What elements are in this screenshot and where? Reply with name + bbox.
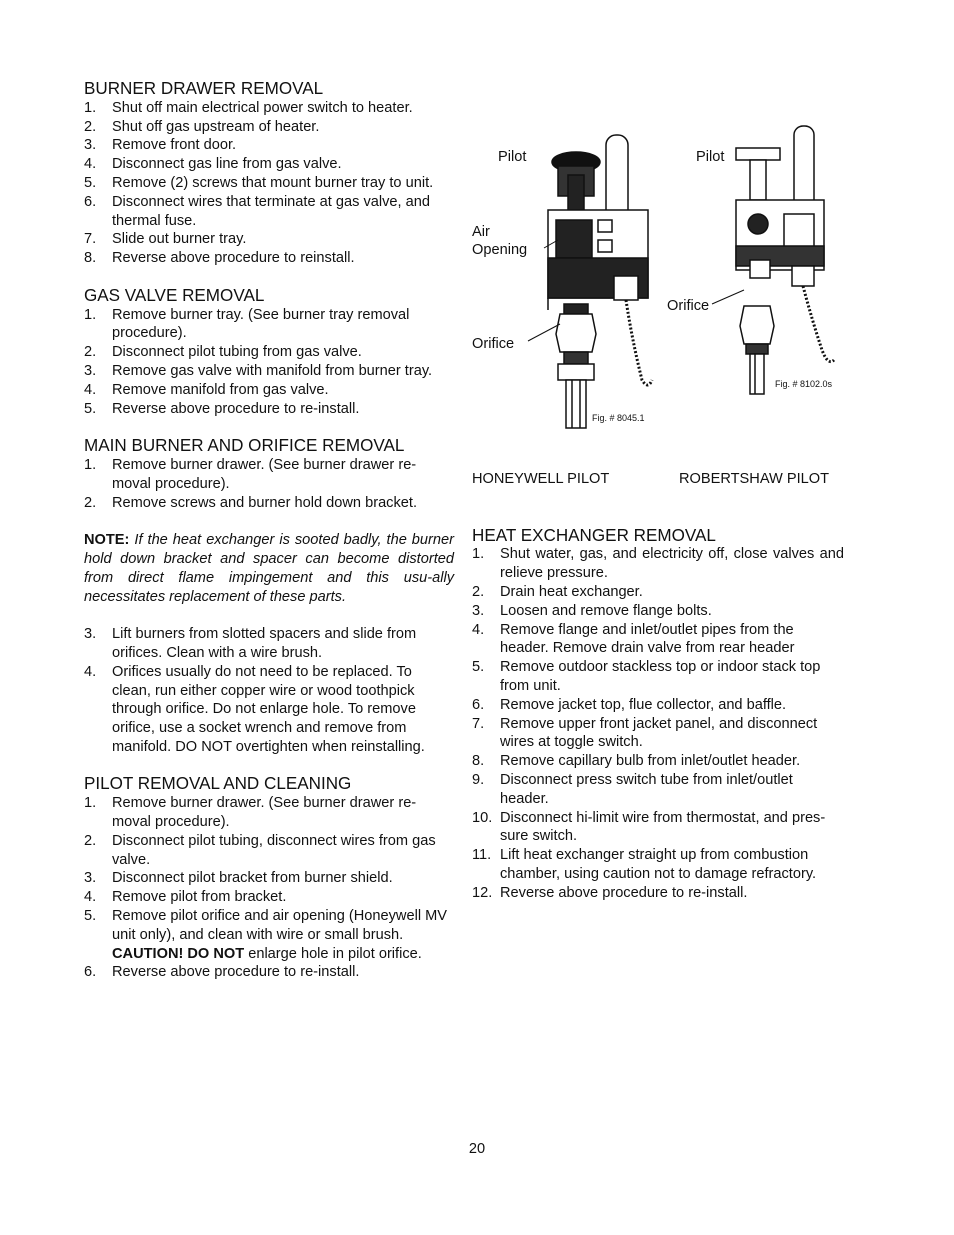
- step-number: 2.: [472, 583, 485, 600]
- step-text: Remove burner drawer. (See burner drawer re-moval procedure).: [112, 795, 417, 831]
- list-item: [84, 193, 454, 231]
- step-text: Disconnect wires that terminate at gas valve, and thermal fuse.: [112, 193, 430, 229]
- page-number: 20: [468, 1141, 486, 1157]
- burner-drawer-steps: [84, 99, 454, 268]
- list-item: [472, 696, 844, 715]
- note-text: If the heat exchanger is sooted badly, the burner hold down bracket and spacer can become distorted from direct flame impingement and this usu-ally necessitates replacement of these parts.: [84, 532, 454, 605]
- step-number: 1.: [84, 306, 97, 323]
- step-number: 4.: [84, 663, 97, 680]
- step-number: 1.: [472, 546, 485, 563]
- left-column: [84, 80, 454, 982]
- list-item: [472, 602, 844, 621]
- step-number: 1.: [84, 795, 97, 812]
- step-text: Remove front door.: [112, 137, 237, 154]
- step-number: 2.: [84, 832, 97, 849]
- burner-drawer-title: BURNER DRAWER REMOVAL: [84, 79, 324, 98]
- step-text-tail: enlarge hole in pilot orifice.: [244, 945, 422, 962]
- step-number: 6.: [84, 964, 97, 981]
- list-item: [84, 362, 454, 381]
- gas-valve-title: GAS VALVE REMOVAL: [84, 285, 265, 305]
- step-text: Disconnect hi-limit wire from thermostat, and pres-sure switch.: [500, 809, 826, 845]
- list-item: [84, 230, 454, 249]
- step-number: 3.: [472, 602, 485, 619]
- list-item: [472, 809, 844, 847]
- step-text: Loosen and remove flange bolts.: [500, 602, 712, 619]
- heat-exchanger-steps: [472, 545, 844, 902]
- air-label: Air: [472, 224, 490, 240]
- step-text: Shut off main electrical power switch to heater.: [112, 99, 413, 116]
- list-item: [84, 907, 454, 963]
- step-text: Remove (2) screws that mount burner tray to unit.: [112, 174, 434, 191]
- step-number: 2.: [84, 344, 97, 361]
- list-item: [472, 846, 844, 884]
- list-item: [84, 136, 454, 155]
- list-item: [84, 118, 454, 137]
- honeywell-caption: HONEYWELL PILOT: [472, 471, 610, 487]
- main-burner-steps: [84, 456, 454, 512]
- main-burner-steps-continued: [84, 625, 454, 757]
- figure-captions: [472, 470, 844, 489]
- note-paragraph: [84, 531, 454, 606]
- list-item: [472, 658, 844, 696]
- list-item: [472, 621, 844, 659]
- step-text: Drain heat exchanger.: [500, 583, 643, 600]
- step-number: 4.: [472, 621, 485, 638]
- right-column: [472, 80, 844, 903]
- step-text: Disconnect gas line from gas valve.: [112, 156, 342, 173]
- step-number: 1.: [84, 99, 97, 116]
- list-item: [84, 963, 454, 982]
- step-text: Disconnect pilot tubing from gas valve.: [112, 344, 362, 361]
- step-number: 2.: [84, 494, 97, 511]
- step-text: Reverse above procedure to re-install.: [112, 964, 360, 981]
- step-number: 3.: [84, 626, 97, 643]
- step-number: 6.: [472, 696, 485, 713]
- list-item: [84, 456, 454, 494]
- orifice-right-leader: [712, 290, 744, 304]
- pilot-removal-title: PILOT REMOVAL AND CLEANING: [84, 774, 352, 794]
- list-item: [472, 752, 844, 771]
- step-text: Lift heat exchanger straight up from combustion chamber, using caution not to damage refractory.: [500, 847, 817, 882]
- list-item: [472, 715, 844, 753]
- list-item: [84, 888, 454, 907]
- step-number: 11.: [472, 847, 492, 864]
- step-text: Reverse above procedure to re-install.: [112, 400, 360, 417]
- list-item: [84, 155, 454, 174]
- step-text: Slide out burner tray.: [112, 231, 247, 248]
- list-item: [84, 494, 454, 513]
- orifice-label-right: Orifice: [667, 298, 710, 314]
- step-text: Remove pilot from bracket.: [112, 889, 287, 906]
- step-number: 4.: [84, 156, 97, 173]
- step-number: 7.: [84, 231, 97, 248]
- step-text: Shut off gas upstream of heater.: [112, 118, 320, 135]
- fig-number-left: Fig. # 8045.1: [592, 413, 645, 423]
- opening-label: Opening: [472, 242, 528, 258]
- list-item: [84, 832, 454, 870]
- pilot-removal-steps: [84, 794, 454, 982]
- step-text: Orifices usually do not need to be replaced. To clean, run either copper wire or wood toothpick through orifice. Do not enlarge hole. To remove orifice, use a socket wrench and remove from manifold. DO NOT overtighten when reinstalling.: [112, 663, 425, 755]
- pilot-label-right: Pilot: [696, 149, 725, 165]
- step-text: Remove jacket top, flue collector, and baffle.: [500, 696, 787, 713]
- step-number: 4.: [84, 381, 97, 398]
- step-number: 3.: [84, 137, 97, 154]
- heat-exchanger-title: HEAT EXCHANGER REMOVAL: [472, 525, 716, 545]
- list-item: [84, 381, 454, 400]
- step-text: Shut water, gas, and electricity off, close valves and relieve pressure.: [500, 546, 844, 582]
- step-number: 12.: [472, 884, 493, 901]
- list-item: [84, 625, 454, 663]
- pilot-figures: [472, 80, 844, 440]
- step-number: 8.: [472, 753, 485, 770]
- robertshaw-pilot-illustration: [736, 126, 834, 394]
- list-item: [472, 771, 844, 809]
- step-text: Remove gas valve with manifold from burner tray.: [112, 362, 433, 379]
- list-item: [84, 869, 454, 888]
- step-number: 1.: [84, 456, 97, 473]
- step-number: 5.: [472, 659, 485, 676]
- step-number: 5.: [84, 400, 97, 417]
- step-text: Disconnect pilot bracket from burner shield.: [112, 870, 393, 887]
- list-item: [84, 400, 454, 419]
- step-number: 3.: [84, 362, 97, 379]
- step-text: Disconnect press switch tube from inlet/outlet header.: [500, 771, 793, 807]
- step-text: Remove screws and burner hold down bracket.: [112, 494, 418, 511]
- pilot-label-left: Pilot: [498, 149, 527, 165]
- gas-valve-steps: [84, 306, 454, 419]
- step-text: Reverse above procedure to re-install.: [500, 884, 748, 901]
- list-item: [84, 306, 454, 344]
- step-text: Lift burners from slotted spacers and slide from orifices. Clean with a wire brush.: [112, 626, 417, 661]
- step-number: 5.: [84, 174, 97, 191]
- step-text: Remove pilot orifice and air opening (Honeywell MV unit only), and clean with wire or small brush.: [112, 908, 448, 943]
- list-item: [472, 884, 844, 903]
- fig-number-right: Fig. # 8102.0s: [775, 379, 833, 389]
- list-item: [84, 249, 454, 268]
- step-number: 10.: [472, 809, 493, 826]
- step-number: 8.: [84, 250, 97, 267]
- main-burner-title: MAIN BURNER AND ORIFICE REMOVAL: [84, 436, 405, 456]
- step-number: 6.: [84, 193, 97, 210]
- orifice-label-left: Orifice: [472, 336, 515, 352]
- step-number: 5.: [84, 908, 97, 925]
- list-item: [84, 794, 454, 832]
- step-number: 7.: [472, 715, 485, 732]
- step-text: Remove manifold from gas valve.: [112, 381, 329, 398]
- step-text: Remove burner drawer. (See burner drawer re-moval procedure).: [112, 456, 417, 492]
- robertshaw-caption: ROBERTSHAW PILOT: [679, 471, 830, 487]
- list-item: [84, 663, 454, 757]
- note-label: NOTE:: [84, 532, 130, 549]
- list-item: [84, 174, 454, 193]
- list-item: [84, 343, 454, 362]
- step-text: Remove flange and inlet/outlet pipes from the header. Remove drain valve from rear header: [500, 621, 795, 657]
- step-number: 2.: [84, 118, 97, 135]
- step-text: Remove capillary bulb from inlet/outlet header.: [500, 753, 801, 770]
- list-item: [472, 583, 844, 602]
- orifice-left-leader: [528, 324, 560, 341]
- list-item: [84, 99, 454, 118]
- honeywell-pilot-illustration: [548, 135, 652, 428]
- list-item: [472, 545, 844, 583]
- step-number: 3.: [84, 870, 97, 887]
- step-text: Reverse above procedure to reinstall.: [112, 250, 355, 267]
- step-text: Remove outdoor stackless top or indoor stack top from unit.: [500, 659, 821, 694]
- caution-text: CAUTION! DO NOT: [112, 945, 245, 962]
- step-text: Remove upper front jacket panel, and disconnect wires at toggle switch.: [500, 715, 818, 751]
- step-number: 4.: [84, 889, 97, 906]
- step-text: Disconnect pilot tubing, disconnect wires from gas valve.: [112, 832, 436, 868]
- step-text: Remove burner tray. (See burner tray removal procedure).: [112, 306, 410, 342]
- step-number: 9.: [472, 771, 485, 788]
